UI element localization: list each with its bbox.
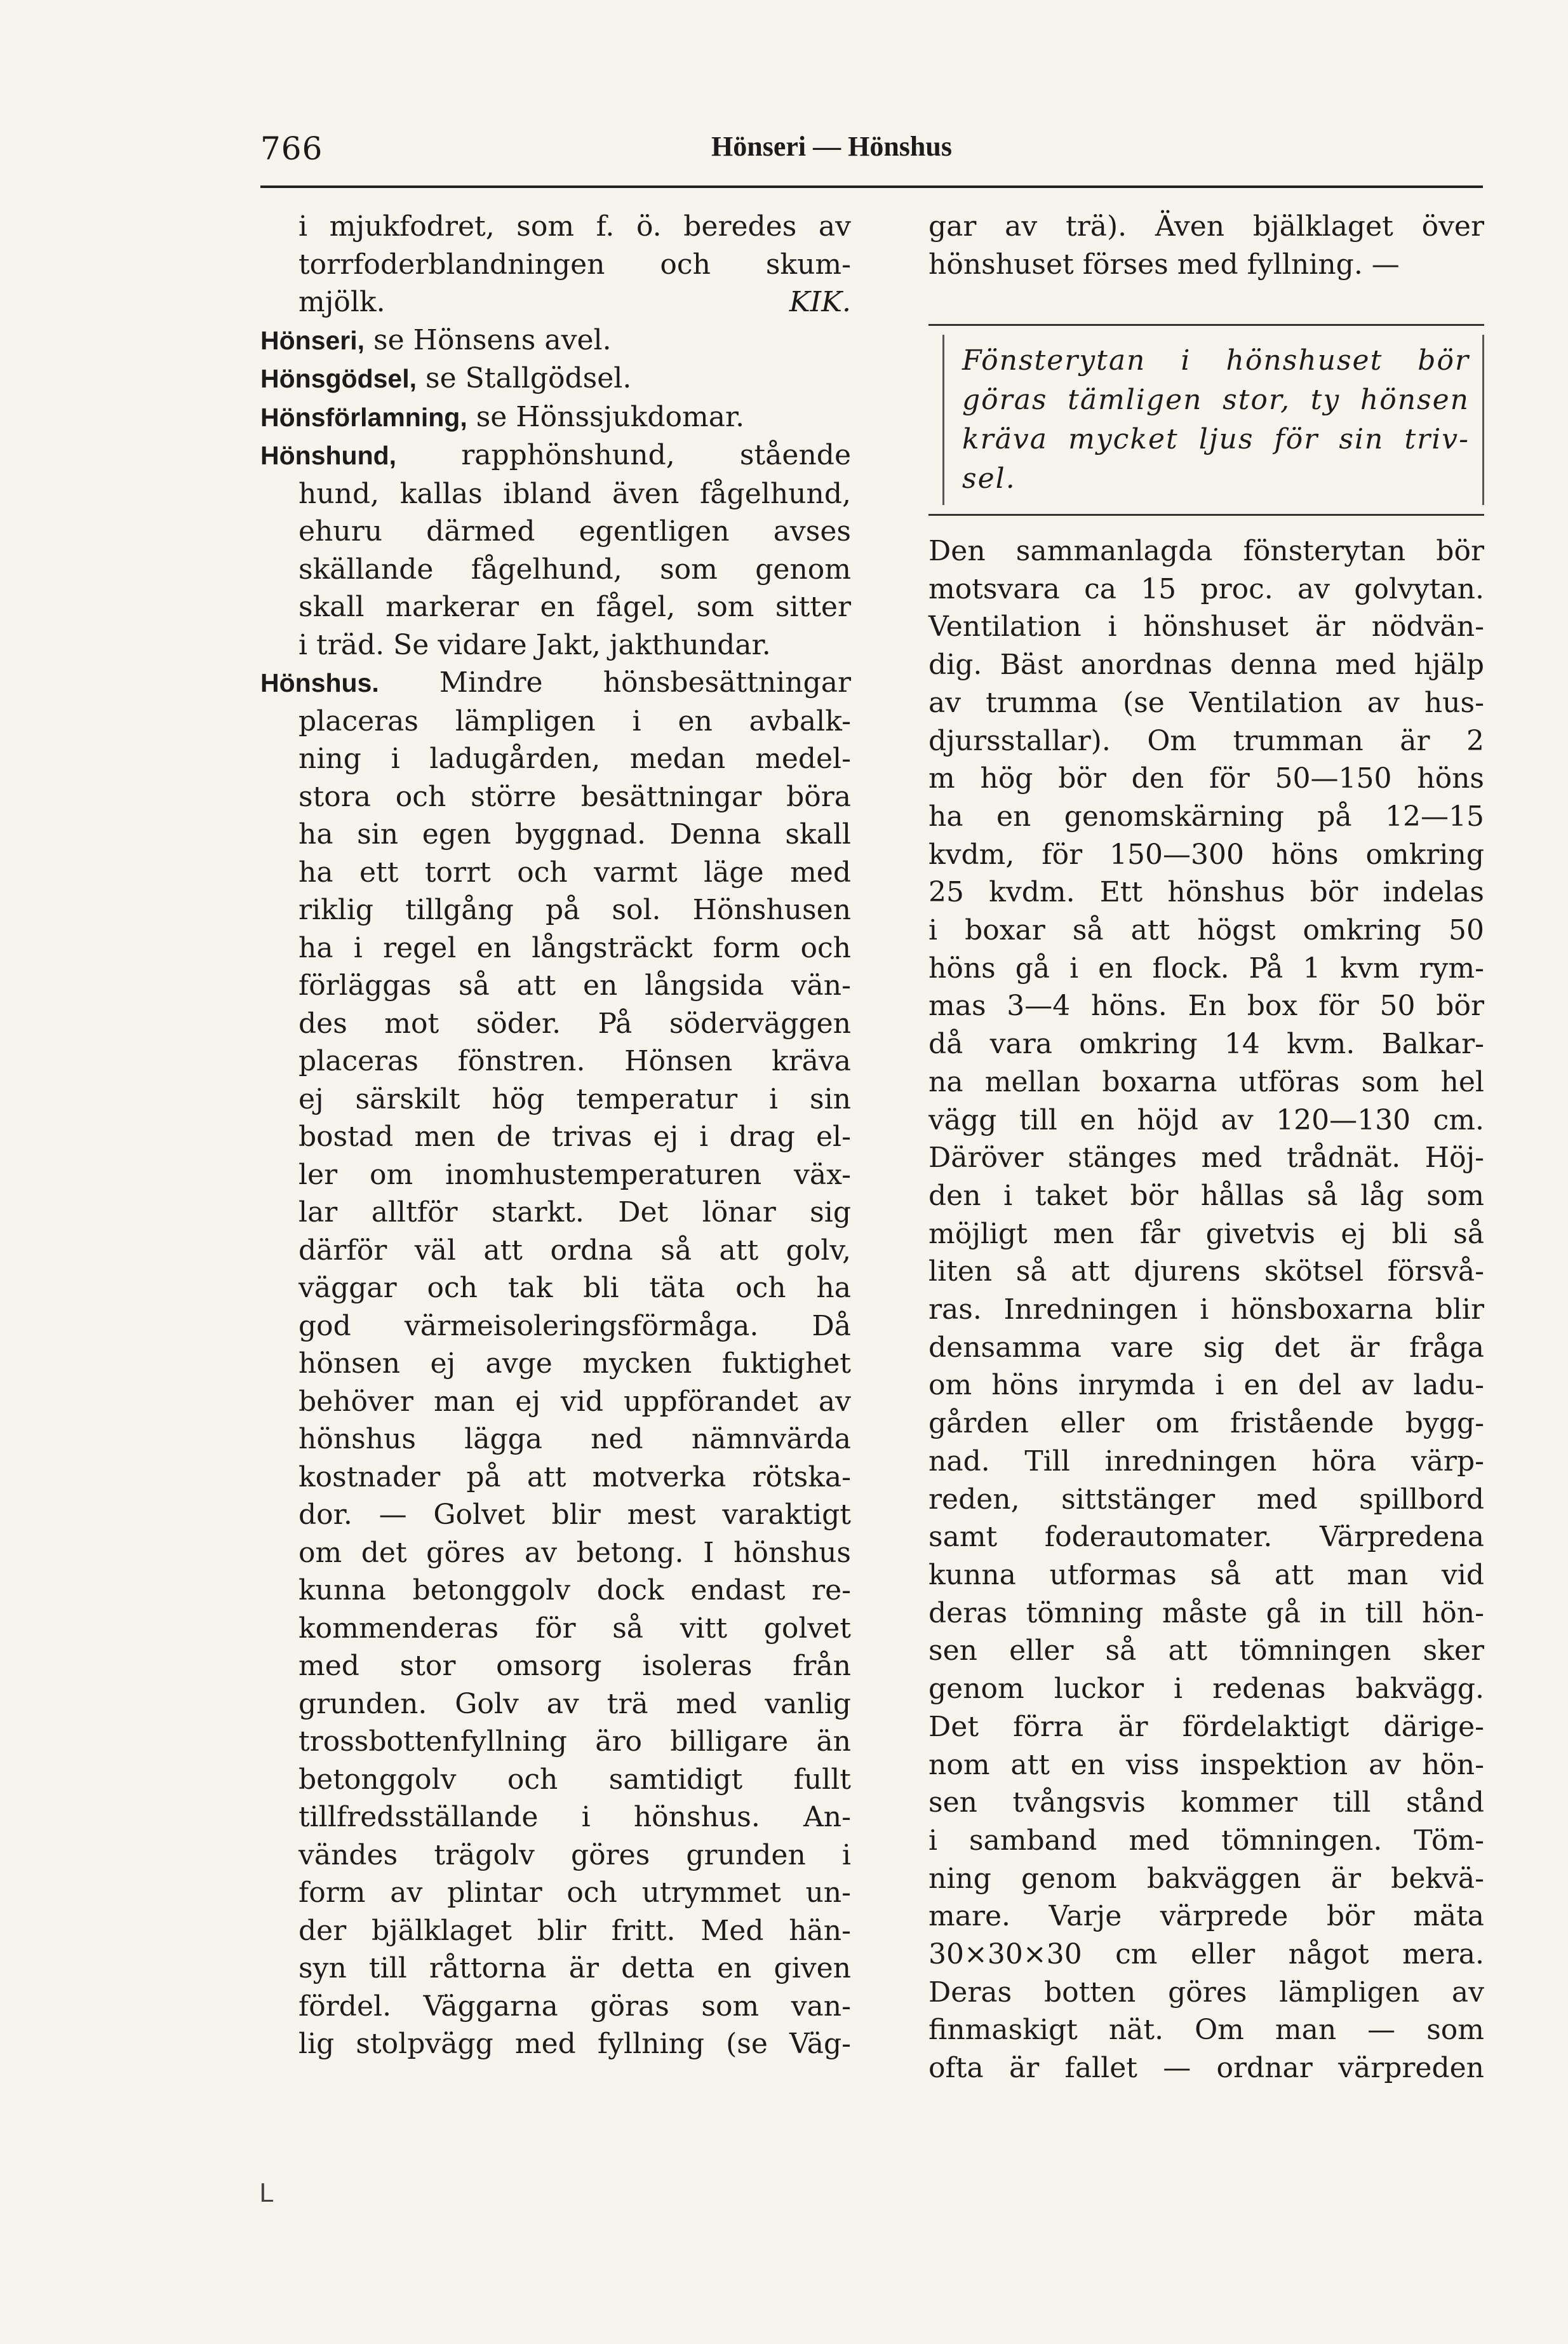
line-text: trossbottenfyllning äro billigare än: [298, 1725, 851, 1758]
text-line: [260, 1685, 851, 1723]
line-text: med stor omsorg isoleras från: [298, 1650, 851, 1682]
text-line: [260, 1156, 851, 1194]
text-line: [260, 475, 851, 513]
entry-headword: Hönseri,: [260, 325, 365, 355]
line-text: kostnader på att motverka rötska-: [298, 1460, 851, 1493]
line-text: hönshus lägga ned nämnvärda: [298, 1423, 851, 1455]
left-column: [260, 208, 851, 2063]
text-line: [260, 891, 851, 929]
text-line: [260, 1723, 851, 1761]
text-line: [260, 1232, 851, 1270]
text-line: [928, 1594, 1484, 1633]
text-line: [928, 1936, 1484, 1974]
text-line: [260, 283, 851, 321]
text-line: [260, 1572, 851, 1610]
text-line: [260, 246, 851, 284]
line-text: der bjälklaget blir fritt. Med hän-: [298, 1914, 851, 1947]
callout-box: [928, 324, 1484, 516]
line-text: des mot söder. På söderväggen: [298, 1007, 851, 1040]
text-line: [260, 1798, 851, 1836]
entry-headword: Hönsgödsel,: [260, 364, 417, 393]
text-line: [260, 626, 851, 664]
text-line: [260, 1761, 851, 1799]
line-text: behöver man ej vid uppförandet av: [298, 1385, 851, 1418]
line-text: genom luckor i redenas bakvägg.: [928, 1673, 1484, 1706]
text-line: [928, 1404, 1484, 1443]
line-text: na mellan boxarna utföras som hel: [928, 1065, 1484, 1098]
line-text: 30×30×30 cm eller något mera.: [928, 1938, 1484, 1971]
text-line: [260, 398, 851, 437]
text-line: [260, 1420, 851, 1458]
text-line: [260, 1118, 851, 1156]
callout-line: Fönsterytan i hönshuset bör: [962, 344, 1470, 377]
text-line: [260, 1269, 851, 1307]
line-text: ha sin egen byggnad. Denna skall: [298, 818, 851, 851]
line-text: hönshuset förses med fyllning. —: [928, 248, 1400, 281]
line-text: gården eller om fristående bygg-: [928, 1407, 1484, 1440]
line-text: rapphönshund, stående: [396, 439, 851, 471]
line-text: god värmeisoleringsförmåga. Då: [298, 1309, 851, 1342]
line-text: Den sammanlagda fönsterytan bör: [928, 535, 1484, 567]
header-rule: [260, 185, 1483, 188]
page-number: 766: [260, 130, 323, 167]
line-text: densamma vare sig det är fråga: [928, 1331, 1484, 1364]
line-text: höns gå i en flock. På 1 kvm rym-: [928, 952, 1484, 985]
text-line: [260, 967, 851, 1005]
text-line: [928, 987, 1484, 1025]
entry-headword: Hönshus.: [260, 668, 379, 697]
line-text: vändes trägolv göres grunden i: [298, 1838, 851, 1871]
callout-line: sel.: [962, 462, 1016, 495]
text-line: [260, 1005, 851, 1043]
right-column-body: [928, 532, 1484, 2087]
line-text: Deras botten göres lämpligen av: [928, 1976, 1484, 2009]
entry-headword: Hönshund,: [260, 441, 397, 470]
line-text: lig stolpvägg med fyllning (se Väg-: [298, 2028, 851, 2060]
text-line: [260, 513, 851, 551]
text-line: [928, 684, 1484, 722]
line-text: hund, kallas ibland även fågelhund,: [298, 477, 851, 510]
text-line: [928, 1481, 1484, 1519]
line-text: ha ett torrt och varmt läge med: [298, 856, 851, 889]
text-line: [260, 1383, 851, 1421]
line-text: placeras lämpligen i en avbalk-: [298, 704, 851, 738]
line-text: tillfredsställande i hönshus. An-: [298, 1801, 851, 1833]
line-text: Ventilation i hönshuset är nödvän-: [928, 610, 1484, 643]
text-line: [928, 1139, 1484, 1177]
line-text: om höns inrymda i en del av ladu-: [928, 1369, 1484, 1402]
line-text: mare. Varje värprede bör mäta: [928, 1900, 1484, 1933]
line-text: sen eller så att tömningen sker: [928, 1634, 1484, 1667]
text-line: [928, 912, 1484, 950]
line-text: lar alltför starkt. Det lönar sig: [298, 1196, 851, 1229]
line-text: Mindre hönsbesättningar: [379, 666, 851, 699]
text-line: [260, 1081, 851, 1119]
line-text: i samband med tömningen. Töm-: [928, 1824, 1484, 1857]
line-text: i mjukfodret, som f. ö. beredes av: [298, 210, 851, 243]
line-text: riklig tillgång på sol. Hönshusen: [298, 894, 851, 926]
text-line: [928, 836, 1484, 874]
right-column-top: [928, 208, 1484, 283]
line-text: förläggas så att en långsida vän-: [298, 969, 851, 1002]
text-line: [260, 854, 851, 892]
text-line: [928, 608, 1484, 646]
line-text: ning i ladugården, medan medel-: [298, 743, 851, 775]
line-text: torrfoderblandningen och skum-: [298, 248, 851, 281]
text-line: [928, 1366, 1484, 1404]
text-line: [928, 1670, 1484, 1708]
text-line: [928, 722, 1484, 760]
text-line: [928, 1822, 1484, 1860]
line-text: betonggolv och samtidigt fullt: [298, 1763, 851, 1796]
line-text: kvdm, för 150—300 höns omkring: [928, 838, 1484, 871]
text-line: [260, 1194, 851, 1232]
line-text: ler om inomhustemperaturen väx-: [298, 1158, 851, 1191]
line-text: väggar och tak bli täta och ha: [298, 1272, 851, 1304]
text-line: [260, 778, 851, 816]
line-text: i boxar så att högst omkring 50: [928, 914, 1484, 947]
callout-text: [942, 335, 1484, 505]
text-line: [928, 950, 1484, 988]
line-text: reden, sittstänger med spillbord: [928, 1483, 1484, 1516]
line-text: placeras fönstren. Hönsen kräva: [298, 1045, 851, 1077]
text-line: [260, 1610, 851, 1648]
callout-line: kräva mycket ljus för sin triv-: [962, 423, 1470, 455]
text-line: [260, 208, 851, 246]
line-text: vägg till en höjd av 120—130 cm.: [928, 1103, 1484, 1136]
line-text: ej särskilt hög temperatur i sin: [298, 1082, 851, 1115]
line-text: Det förra är fördelaktigt därige-: [928, 1710, 1484, 1743]
line-text: samt foderautomater. Värpredena: [928, 1521, 1484, 1554]
line-text: ning genom bakväggen är bekvä-: [928, 1862, 1484, 1895]
line-text: Däröver stänges med trådnät. Höj-: [928, 1142, 1484, 1175]
text-line: [260, 1307, 851, 1345]
text-line: [260, 1496, 851, 1534]
text-line: [260, 1458, 851, 1497]
text-line: [928, 1329, 1484, 1367]
line-text: därför väl att ordna så att golv,: [298, 1234, 851, 1267]
text-line: [928, 1860, 1484, 1898]
line-text: nad. Till inredningen höra värp-: [928, 1445, 1484, 1478]
line-text: nom att en viss inspektion av hön-: [928, 1748, 1484, 1781]
text-line: [928, 1784, 1484, 1822]
line-text: syn till råttorna är detta en given: [298, 1952, 851, 1984]
line-text: den i taket bör hållas så låg som: [928, 1179, 1484, 1212]
text-line: [928, 1025, 1484, 1063]
text-line: [928, 570, 1484, 609]
text-line: [928, 1443, 1484, 1481]
entry-headword: Hönsförlamning,: [260, 402, 467, 432]
author-signature: KIK.: [789, 286, 851, 318]
text-line: [928, 532, 1484, 570]
text-line: [928, 246, 1484, 284]
text-line: [928, 1063, 1484, 1101]
text-line: [928, 1974, 1484, 2012]
text-line: [928, 1253, 1484, 1291]
text-line: [260, 2025, 851, 2063]
line-text: se Hönsens avel.: [365, 323, 612, 356]
text-line: [260, 436, 851, 475]
text-line: [928, 1708, 1484, 1746]
line-text: se Stallgödsel.: [417, 362, 632, 394]
text-line: [928, 2011, 1484, 2049]
text-line: [928, 873, 1484, 912]
text-line: [928, 1518, 1484, 1556]
line-text: av trumma (se Ventilation av hus-: [928, 686, 1484, 719]
text-line: [260, 360, 851, 398]
text-line: [928, 1897, 1484, 1936]
text-line: [928, 1101, 1484, 1140]
line-text: fördel. Väggarna göras som van-: [298, 1990, 851, 2023]
text-line: [260, 664, 851, 703]
text-line: [928, 1177, 1484, 1215]
line-text: liten så att djurens skötsel försvå-: [928, 1255, 1484, 1288]
line-text: sen tvångsvis kommer till stånd: [928, 1786, 1484, 1819]
line-text: djursstallar). Om trumman är 2: [928, 724, 1484, 757]
text-line: [928, 208, 1484, 246]
text-line: [260, 929, 851, 967]
running-head: Hönseri — Hönshus: [711, 131, 952, 162]
line-text: 25 kvdm. Ett hönshus bör indelas: [928, 876, 1484, 909]
line-text: mas 3—4 höns. En box för 50 bör: [928, 990, 1484, 1023]
text-line: [260, 740, 851, 778]
text-line: [260, 1345, 851, 1383]
line-text: finmaskigt nät. Om man — som: [928, 2014, 1484, 2047]
text-line: [260, 321, 851, 360]
text-line: [260, 816, 851, 854]
line-text: bostad men de trivas ej i drag el-: [298, 1121, 851, 1153]
line-text: se Hönssjukdomar.: [467, 400, 745, 433]
text-line: [928, 2049, 1484, 2087]
text-line: [260, 1950, 851, 1988]
callout-line: göras tämligen stor, ty hönsen: [962, 384, 1470, 416]
line-text: motsvara ca 15 proc. av golvytan.: [928, 572, 1484, 605]
text-line: [928, 760, 1484, 798]
text-line: [260, 588, 851, 626]
line-text: skall markerar en fågel, som sitter: [298, 591, 851, 623]
text-line: [260, 551, 851, 589]
line-text: skällande fågelhund, som genom: [298, 553, 851, 586]
line-text: stora och större besättningar böra: [298, 780, 851, 813]
text-line: [260, 1874, 851, 1912]
line-text: deras tömning måste gå in till hön-: [928, 1596, 1484, 1629]
line-text: kunna betonggolv dock endast re-: [298, 1574, 851, 1606]
text-line: [928, 798, 1484, 836]
text-line: [260, 1912, 851, 1950]
text-line: [260, 1836, 851, 1875]
line-text: gar av trä). Även bjälklaget över: [928, 210, 1484, 243]
text-line: [260, 1042, 851, 1081]
line-text: om det göres av betong. I hönshus: [298, 1536, 851, 1569]
text-line: [260, 1534, 851, 1572]
corner-mark: ᒪ: [259, 2179, 274, 2208]
line-text: kommenderas för så vitt golvet: [298, 1612, 851, 1645]
line-text: ha i regel en långsträckt form och: [298, 931, 851, 964]
text-line: [928, 1632, 1484, 1670]
text-line: [928, 1556, 1484, 1594]
line-text: form av plintar och utrymmet un-: [298, 1876, 851, 1909]
line-text: m hög bör den för 50—150 höns: [928, 762, 1484, 795]
line-text: ras. Inredningen i hönsboxarna blir: [928, 1293, 1484, 1326]
text-line: [928, 646, 1484, 684]
line-text: ehuru därmed egentligen avses: [298, 515, 851, 548]
line-text: kunna utformas så att man vid: [928, 1558, 1484, 1591]
line-text: mjölk.: [298, 286, 385, 318]
text-line: [928, 1291, 1484, 1329]
text-line: [928, 1746, 1484, 1784]
line-text: möjligt men får givetvis ej bli så: [928, 1217, 1484, 1250]
line-text: ha en genomskärning på 12—15: [928, 800, 1484, 833]
line-text: i träd. Se vidare Jakt, jakthundar.: [298, 628, 771, 661]
line-text: hönsen ej avge mycken fuktighet: [298, 1347, 851, 1380]
line-text: ofta är fallet — ordnar värpreden: [928, 2052, 1484, 2085]
line-text: grunden. Golv av trä med vanlig: [298, 1687, 851, 1720]
text-line: [260, 1988, 851, 2026]
text-line: [928, 1215, 1484, 1253]
line-text: dig. Bäst anordnas denna med hjälp: [928, 649, 1484, 682]
text-line: [260, 703, 851, 741]
line-text: då vara omkring 14 kvm. Balkar-: [928, 1028, 1484, 1061]
line-text: dor. — Golvet blir mest varaktigt: [298, 1499, 851, 1531]
text-line: [260, 1647, 851, 1685]
